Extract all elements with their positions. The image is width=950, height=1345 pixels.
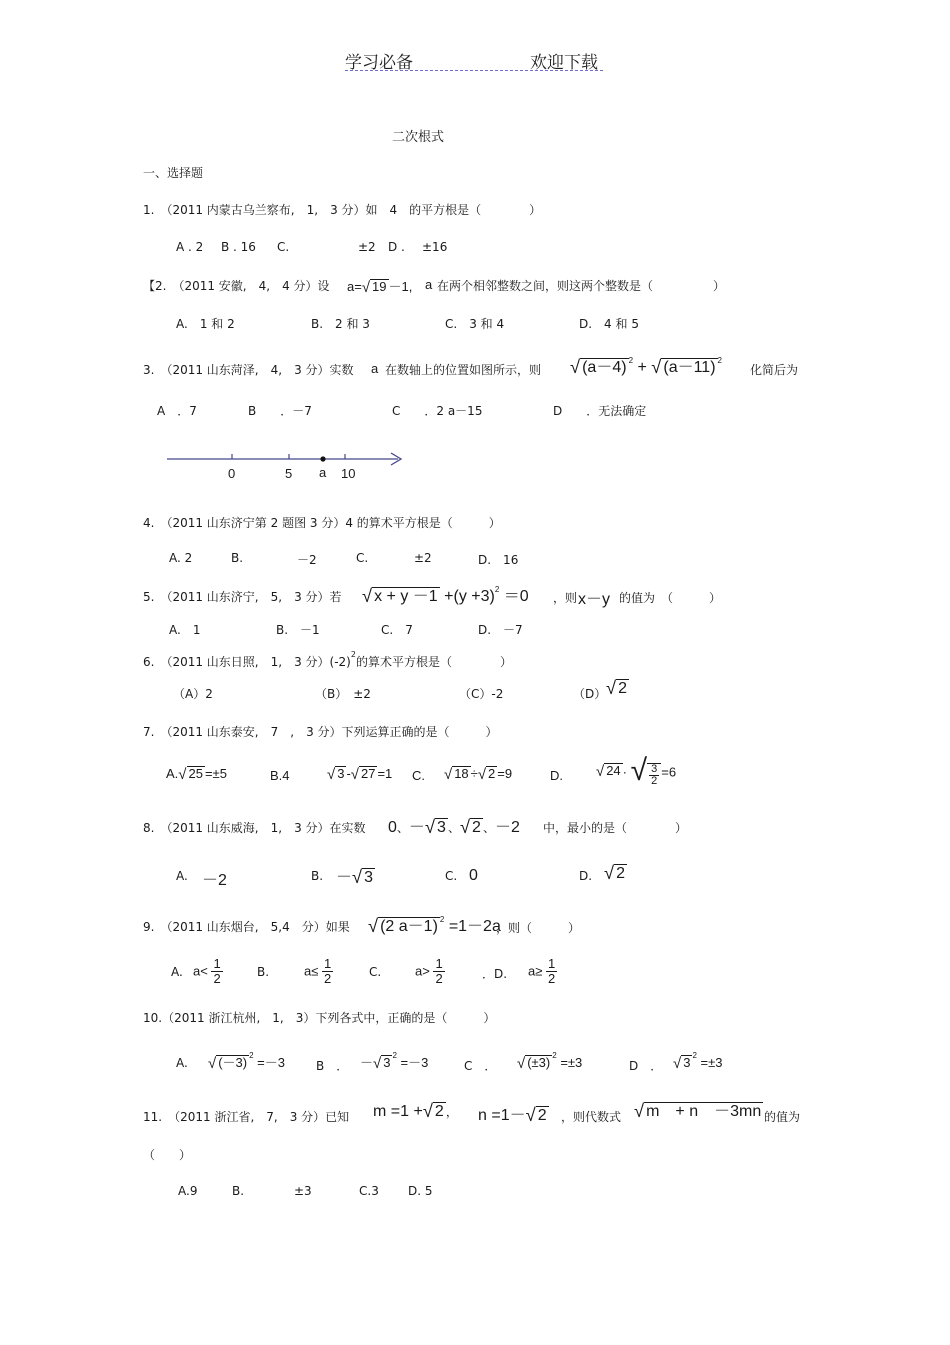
question-1: 1. （2011 内蒙古乌兰察布, 1, 3 分）如 4 的平方根是（ ） [143,203,542,217]
header-divider [345,70,603,71]
question-5-suffix: 的值为 （ ） [619,591,722,605]
q1-option: A . 2 [176,240,204,254]
question-4: 4. （2011 山东济宁第 2 题图 3 分）4 的算术平方根是（ ） [143,516,501,530]
question-5-mid: ，则 [553,591,578,605]
header-right: 欢迎下载 [530,53,598,73]
q11-option: C.3 [359,1184,379,1198]
sqrt-19: √ 19 [361,279,387,296]
sqrt-a-minus-4: √ (a－4) [570,356,627,377]
q5-x-minus-y: x－y [578,591,611,608]
q3-option: C ．2 a－15 [392,404,483,418]
question-2-formula [347,276,412,296]
q9-option-d-label: ．D. [482,967,508,981]
sqrt-a-minus-11: √ (a－11) [651,356,716,377]
question-11-mid: ，则代数式 [561,1110,622,1124]
question-11-formula: √ m + n －3mn [634,1100,762,1121]
q1-option: B . 16 [221,240,256,254]
q7-option-a: A.√ 25 =±5 [166,766,227,783]
q4-option: B. [231,551,244,565]
q10-option-b: －√ 3 $^2$ =－3 [360,1051,429,1072]
axis-label: 5 [285,466,293,481]
question-2-suffix: 在两个相邻整数之间，则这两个整数是（ ） [437,279,726,293]
q7-option-c-label: C. [412,768,425,783]
q2-option: B. 2 和 3 [311,317,370,331]
q7-option-d: √ 24 · √ $\frac{3}{2}$ =6 [596,754,677,788]
q8-option-c-label: C. [445,869,458,883]
q2-a-eq: a= [347,279,362,294]
q10-option-d: √ 3 $^2$ =±3 [673,1051,723,1072]
axis-label: a [319,465,327,480]
question-5-prefix: 5. （2011 山东济宁, 5, 3 分）若 [143,590,342,604]
q9-option-b-label: B. [257,965,270,979]
question-2-prefix: 【2. （2011 安徽, 4, 4 分）设 [143,279,330,293]
q7-option-b-label: B.4 [270,768,290,783]
axis-label: 0 [228,466,236,481]
q4-option: C. [356,551,369,565]
question-3-prefix: 3. （2011 山东菏泽, 4, 3 分）实数 [143,363,354,377]
q9-option-b: a≤ $\frac{1}{2}$ [304,956,332,986]
q2-option: A. 1 和 2 [176,317,235,331]
q11-option: D. 5 [408,1184,433,1198]
q10-option-c: √ (±3) $^2$ =±3 [517,1051,583,1072]
q4-option: D. 16 [478,553,519,567]
question-3-formula: √ (a－4) $^2$ + √ (a－11) $^2$ [570,356,722,377]
q6-option: （C）-2 [459,687,504,701]
q5-option: A. 1 [169,623,201,637]
q9-option-d: a≥ $\frac{1}{2}$ [528,956,556,986]
q7-option-d-label: D. [550,768,563,783]
q8-option-d: √ 2 [604,862,625,883]
question-9-prefix: 9. （2011 山东烟台, 5,4 分）如果 [143,920,350,934]
sqrt-x-plus-y-minus-1: √ x + y －1 [362,585,438,606]
question-9-suffix: ，则（ ） [496,921,581,935]
axis-label: 10 [341,466,356,481]
q7-option-c: √ 18 ÷√ 2 =9 [444,766,513,783]
question-9-formula: √ (2 a－1) $^2$ =1－2a [368,915,501,936]
q2-option: D. 4 和 5 [579,317,639,331]
q6-option: （B） ±2 [315,687,371,701]
question-7: 7. （2011 山东泰安, 7 , 3 分）下列运算正确的是（ ） [143,725,498,739]
question-8-numbers: 0、－√ 3 、√ 2 、－2 [388,816,520,837]
q3-var-a: a [371,361,379,376]
question-11-prefix: 11. （2011 浙江省, 7, 3 分）已知 [143,1110,350,1124]
question-11-suffix: 的值为 [764,1110,801,1124]
q10-option-a: √ (－3) $^2$ =－3 [208,1051,285,1072]
q4-option: －2 [297,553,317,567]
q8-option-a-label: A. [176,869,188,883]
question-11-n: n =1－√ 2 [478,1104,547,1125]
q5-option: D. －7 [478,623,523,637]
q1-option: C. [277,240,290,254]
question-11-paren: （ ） [143,1148,192,1162]
q1-option: ±16 [422,240,448,254]
q8-option-b-label: B. [311,869,324,883]
question-10: 10.（2011 浙江杭州, 1, 3）下列各式中，正确的是（ ） [143,1011,496,1025]
question-11-m: m =1 +√ 2 ， [373,1100,458,1121]
q1-option: ±2 [358,240,376,254]
q7-option-b: √ 3 -√ 27 =1 [327,766,393,783]
q6-option: （A）2 [173,687,213,701]
q9-option-c-label: C. [369,965,382,979]
q5-option: C. 7 [381,623,413,637]
q3-option: D ．无法确定 [553,404,647,418]
sqrt-2: √ 2 [606,677,627,698]
question-8-suffix: 中，最小的是（ ） [543,821,688,835]
q2-minus: －1, [388,279,413,294]
q11-option: ±3 [294,1184,312,1198]
q4-option: ±2 [414,551,432,565]
q10-option-a-label: A. [176,1056,188,1070]
section-heading: 一、选择题 [143,166,204,180]
q8-option-b: －√ 3 [336,866,374,887]
q8-option-a: －2 [202,872,227,889]
q1-option: D . [388,240,405,254]
header-left: 学习必备 [345,53,413,73]
q10-option-d-label: D ． [629,1059,663,1073]
q2-var-a: a [425,277,433,292]
question-8-prefix: 8. （2011 山东威海, 1, 3 分）在实数 [143,821,366,835]
question-6: 6. （2011 山东日照, 1, 3 分）$(-2)^2$的算术平方根是（ ） [143,650,512,669]
q10-option-b-label: B ． [316,1059,349,1073]
q11-option: B. [232,1184,245,1198]
question-3-suffix: 化简后为 [750,363,799,377]
q9-option-a: a< $\frac{1}{2}$ [193,956,221,986]
q4-option: A. 2 [169,551,193,565]
q11-option: A.9 [178,1184,198,1198]
q9-option-a-label: A. [171,965,183,979]
q8-option-c: 0 [469,867,478,884]
question-3-mid: 在数轴上的位置如图所示，则 [385,363,542,377]
q3-option: B ．－7 [248,404,312,418]
q9-option-c: a> $\frac{1}{2}$ [415,956,443,986]
q5-option: B. －1 [276,623,320,637]
q8-option-d-label: D. [579,869,593,883]
q3-option: A ．7 [157,404,197,418]
q2-option: C. 3 和 4 [445,317,505,331]
question-5-formula: √ $x + y -1 +(y +3)^2 =0$ [362,585,529,606]
q6-option: （D） [573,687,607,701]
q10-option-c-label: C ． [464,1059,497,1073]
page-title: 二次根式 [392,130,445,145]
